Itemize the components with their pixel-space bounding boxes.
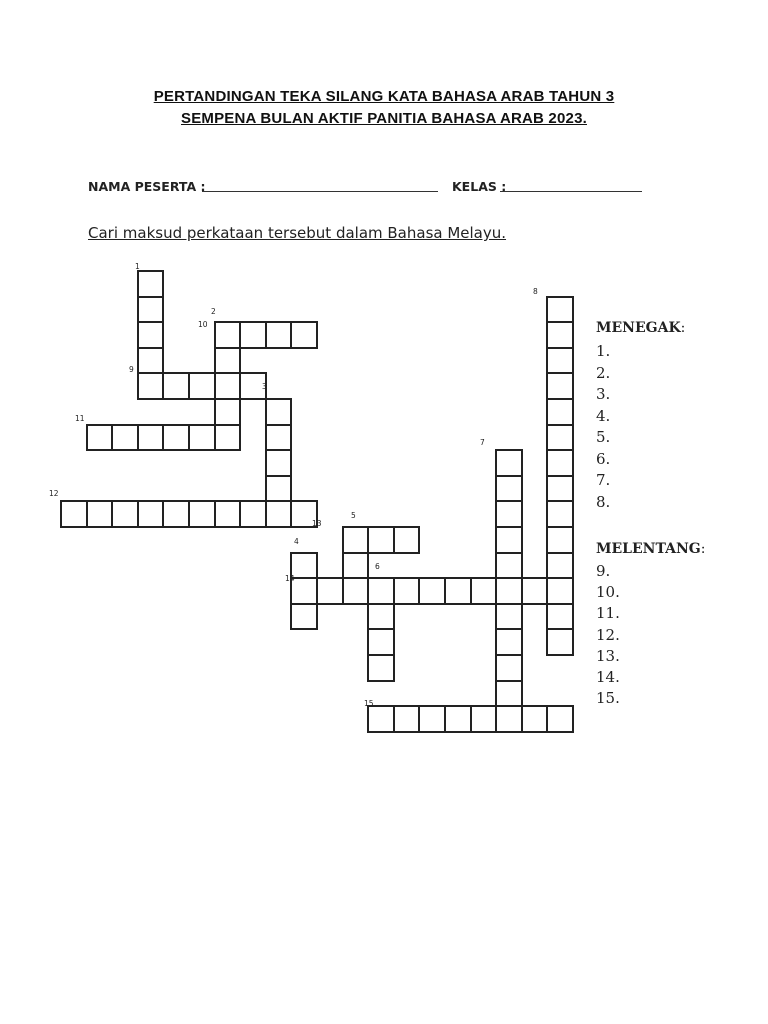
worksheet-title-line-1: PERTANDINGAN TEKA SILANG KATA BAHASA ARAB TAHUN 3 <box>153 88 615 105</box>
crossword-cell[interactable] <box>546 296 574 324</box>
across-clue-15 <box>596 689 619 707</box>
clue-number: 15. <box>596 689 620 708</box>
crossword-cell[interactable] <box>188 424 216 452</box>
crossword-cell[interactable] <box>214 372 242 400</box>
crossword-cell[interactable] <box>495 526 523 554</box>
crossword-cell[interactable] <box>495 577 523 605</box>
crossword-cell[interactable] <box>86 500 114 528</box>
crossword-cell[interactable] <box>495 603 523 631</box>
clue-number: 7. <box>596 471 611 489</box>
down-clue-7 <box>596 471 619 489</box>
clue-number-12: 12 <box>49 489 59 498</box>
crossword-cell[interactable] <box>495 654 523 682</box>
down-clue-1 <box>596 342 619 360</box>
clue-number-6: 6 <box>375 562 380 571</box>
across-clue-14 <box>596 668 619 686</box>
crossword-cell[interactable] <box>367 526 395 554</box>
clue-number: 10. <box>596 583 620 602</box>
crossword-cell[interactable] <box>265 449 293 477</box>
crossword-cell[interactable] <box>495 449 523 477</box>
crossword-cell[interactable] <box>239 321 267 349</box>
crossword-cell[interactable] <box>367 577 395 605</box>
crossword-cell[interactable] <box>162 372 190 400</box>
crossword-cell[interactable] <box>137 296 165 324</box>
crossword-cell[interactable] <box>214 424 242 452</box>
clue-number-15: 15 <box>364 699 374 708</box>
crossword-cell[interactable] <box>265 475 293 503</box>
crossword-cell[interactable] <box>546 526 574 554</box>
clue-number: 2. <box>596 363 611 382</box>
clue-number: 8. <box>596 492 611 511</box>
crossword-cell[interactable] <box>495 680 523 708</box>
crossword-cell[interactable] <box>239 500 267 528</box>
crossword-cell[interactable] <box>444 577 472 605</box>
clue-number-1: 1 <box>135 262 140 271</box>
crossword-cell[interactable] <box>418 705 446 733</box>
clue-number: 9. <box>596 562 611 580</box>
down-clue-4 <box>596 407 619 425</box>
crossword-cell[interactable] <box>137 500 165 528</box>
clue-number: 14. <box>596 668 620 686</box>
crossword-cell[interactable] <box>316 577 344 605</box>
crossword-cell[interactable] <box>521 705 549 733</box>
crossword-cell[interactable] <box>546 347 574 375</box>
crossword-cell[interactable] <box>60 500 88 528</box>
across-clue-12 <box>596 626 619 644</box>
crossword-cell[interactable] <box>393 526 421 554</box>
clue-number: 5. <box>596 428 611 446</box>
crossword-cell[interactable] <box>546 424 574 452</box>
clue-number: 4. <box>596 406 611 425</box>
clue-number: 6. <box>596 449 611 468</box>
crossword-cell[interactable] <box>342 526 370 554</box>
across-clues-heading: MELENTANG: <box>596 541 706 557</box>
crossword-cell[interactable] <box>546 475 574 503</box>
crossword-cell[interactable] <box>495 628 523 656</box>
crossword-cell[interactable] <box>546 321 574 349</box>
crossword-cell[interactable] <box>546 577 574 605</box>
crossword-cell[interactable] <box>162 500 190 528</box>
crossword-cell[interactable] <box>214 347 242 375</box>
crossword-cell[interactable] <box>290 603 318 631</box>
crossword-cell[interactable] <box>265 398 293 426</box>
crossword-cell[interactable] <box>470 577 498 605</box>
crossword-cell[interactable] <box>546 449 574 477</box>
crossword-cell[interactable] <box>342 577 370 605</box>
clue-number: 3. <box>596 385 611 403</box>
crossword-cell[interactable] <box>546 603 574 631</box>
crossword-cell[interactable] <box>137 424 165 452</box>
down-clue-2 <box>596 364 619 382</box>
crossword-cell[interactable] <box>137 270 165 298</box>
clue-number-4: 4 <box>294 537 299 546</box>
crossword-cell[interactable] <box>214 500 242 528</box>
across-clue-10 <box>596 583 619 601</box>
crossword-cell[interactable] <box>265 424 293 452</box>
crossword-cell[interactable] <box>495 552 523 580</box>
clue-number-5: 5 <box>351 511 356 520</box>
crossword-cell[interactable] <box>367 628 395 656</box>
crossword-cell[interactable] <box>188 500 216 528</box>
crossword-cell[interactable] <box>111 500 139 528</box>
clue-number: 1. <box>596 342 611 360</box>
crossword-cell[interactable] <box>162 424 190 452</box>
crossword-cell[interactable] <box>393 705 421 733</box>
crossword-cell[interactable] <box>214 321 242 349</box>
clue-number: 13. <box>596 646 620 665</box>
crossword-cell[interactable] <box>137 372 165 400</box>
class-label: KELAS : <box>452 179 507 194</box>
instruction-text: Cari maksud perkataan tersebut dalam Bahasa Melayu. <box>88 224 507 242</box>
clue-number-8: 8 <box>533 287 538 296</box>
across-clue-11 <box>596 604 619 622</box>
crossword-cell[interactable] <box>367 705 395 733</box>
crossword-cell[interactable] <box>546 628 574 656</box>
crossword-cell[interactable] <box>546 705 574 733</box>
down-clue-8 <box>596 493 619 511</box>
crossword-cell[interactable] <box>367 654 395 682</box>
crossword-cell[interactable] <box>265 500 293 528</box>
crossword-cell[interactable] <box>495 500 523 528</box>
crossword-cell[interactable] <box>265 321 293 349</box>
crossword-cell[interactable] <box>495 705 523 733</box>
clue-number: 11. <box>596 604 620 623</box>
crossword-cell[interactable] <box>546 552 574 580</box>
crossword-cell[interactable] <box>137 321 165 349</box>
crossword-cell[interactable] <box>546 500 574 528</box>
participant-name-label: NAMA PESERTA : <box>88 179 206 194</box>
crossword-cell[interactable] <box>367 603 395 631</box>
clue-number-14: 14 <box>285 574 295 583</box>
crossword-cell[interactable] <box>342 552 370 580</box>
clue-number-7: 7 <box>480 438 485 447</box>
crossword-cell[interactable] <box>495 475 523 503</box>
crossword-cell[interactable] <box>521 577 549 605</box>
crossword-cell[interactable] <box>86 424 114 452</box>
clue-number-10: 10 <box>198 320 208 329</box>
clue-number: 12. <box>596 625 620 644</box>
crossword-cell[interactable] <box>470 705 498 733</box>
clue-number-13: 13 <box>312 519 322 528</box>
worksheet-title-line-2: SEMPENA BULAN AKTIF PANITIA BAHASA ARAB 2023. <box>181 110 587 127</box>
down-clue-6 <box>596 450 619 468</box>
clue-number-2: 2 <box>211 307 216 316</box>
crossword-cell[interactable] <box>418 577 446 605</box>
clue-number-3: 3 <box>262 382 267 391</box>
down-clues-heading: MENEGAK: <box>596 320 686 336</box>
down-clue-3 <box>596 385 619 403</box>
crossword-cell[interactable] <box>546 398 574 426</box>
crossword-cell[interactable] <box>111 424 139 452</box>
clue-number-11: 11 <box>75 414 85 423</box>
crossword-cell[interactable] <box>188 372 216 400</box>
crossword-cell[interactable] <box>444 705 472 733</box>
crossword-cell[interactable] <box>137 347 165 375</box>
crossword-cell[interactable] <box>290 321 318 349</box>
crossword-cell[interactable] <box>546 372 574 400</box>
down-clue-5 <box>596 428 619 446</box>
crossword-cell[interactable] <box>393 577 421 605</box>
across-clue-13 <box>596 647 619 665</box>
clue-number-9: 9 <box>129 365 134 374</box>
across-clue-9 <box>596 562 619 580</box>
crossword-cell[interactable] <box>214 398 242 426</box>
